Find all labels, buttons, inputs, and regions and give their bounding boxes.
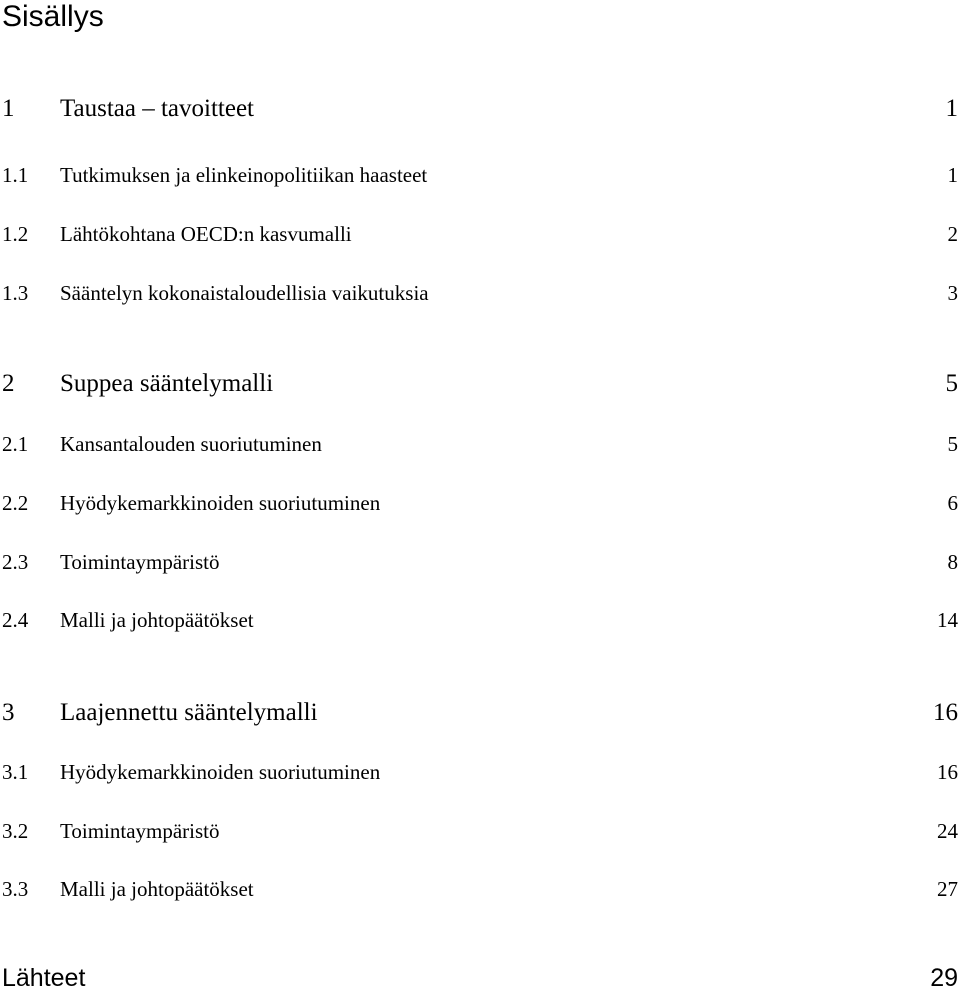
chapter-number: 3 [2,699,15,726]
section-page-number: 16 [937,760,958,784]
section-number: 3.1 [2,760,29,784]
section-title: Malli ja johtopäätökset [60,877,254,901]
section-page-number: 27 [937,877,958,901]
section-number: 3.3 [2,877,29,901]
section-page-number: 3 [947,281,958,305]
section-page-number: 2 [947,222,958,246]
chapter-number: 1 [2,95,15,122]
section-number: 1.2 [2,222,29,246]
section-number: 1.1 [2,163,29,187]
section-title: Malli ja johtopäätökset [60,608,254,632]
section-title: Lähtökohtana OECD:n kasvumalli [60,222,352,246]
chapter-page-number: 1 [945,95,958,122]
section-page-number: 1 [947,163,958,187]
toc-section-2-3[interactable] [0,549,960,579]
chapter-title: Taustaa – tavoitteet [60,95,255,122]
section-number: 3.2 [2,819,29,843]
section-title: Hyödykemarkkinoiden suoriutuminen [60,760,381,784]
toc-section-3-2[interactable] [0,818,960,848]
toc-section-1-2[interactable] [0,221,960,251]
toc-section-1-3[interactable] [0,280,960,310]
section-title: Hyödykemarkkinoiden suoriutuminen [60,491,381,515]
section-title: Kansantalouden suoriutuminen [60,432,322,456]
toc-chapter-2[interactable] [0,369,960,399]
chapter-page-number: 5 [945,370,958,397]
section-page-number: 8 [947,550,958,574]
section-title: Tutkimuksen ja elinkeinopolitiikan haasteet [60,163,428,187]
toc-chapter-1[interactable] [0,94,960,124]
section-page-number: 24 [937,819,958,843]
toc-references[interactable] [0,963,960,993]
toc-section-2-2[interactable] [0,490,960,520]
section-page-number: 14 [937,608,958,632]
toc-section-2-1[interactable] [0,431,960,461]
section-number: 1.3 [2,281,29,305]
section-page-number: 6 [947,491,958,515]
chapter-page-number: 16 [933,699,958,726]
section-title: Toimintaympäristö [60,550,220,574]
toc-section-3-1[interactable] [0,759,960,789]
chapter-number: 2 [2,370,15,397]
section-title: Toimintaympäristö [60,819,220,843]
section-page-number: 5 [947,432,958,456]
references-title: Lähteet [2,964,86,992]
toc-section-3-3[interactable] [0,876,960,906]
chapter-title: Laajennettu sääntelymalli [60,699,318,726]
section-number: 2.3 [2,550,29,574]
section-title: Sääntelyn kokonaistaloudellisia vaikutuksia [60,281,429,305]
section-number: 2.4 [2,608,29,632]
section-number: 2.1 [2,432,29,456]
toc-chapter-3[interactable] [0,698,960,728]
toc-section-2-4[interactable] [0,607,960,637]
page-title: Sisällys [2,0,104,33]
references-page-number: 29 [930,964,958,992]
chapter-title: Suppea sääntelymalli [60,370,274,397]
toc-section-1-1[interactable] [0,162,960,192]
section-number: 2.2 [2,491,29,515]
